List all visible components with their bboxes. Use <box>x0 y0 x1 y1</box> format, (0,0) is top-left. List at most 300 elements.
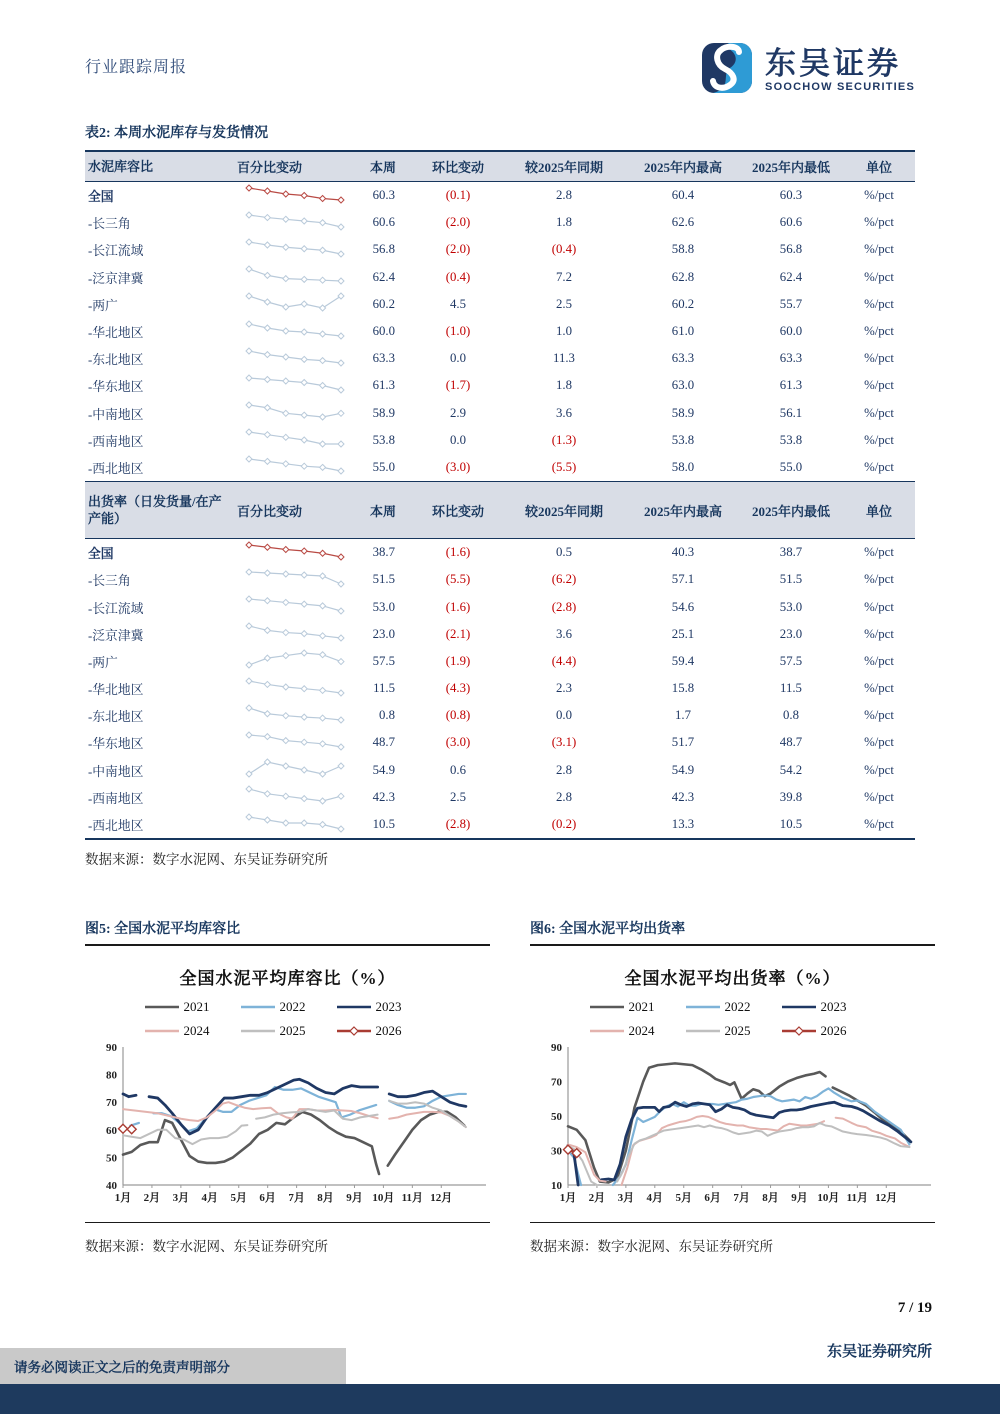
table-cell-wow: 0.0 <box>450 432 466 447</box>
trend-sparkline <box>245 374 345 394</box>
table-row <box>85 264 915 291</box>
table-cell-week: 60.6 <box>372 215 395 230</box>
region-label: -华北地区 <box>88 326 144 341</box>
table-row <box>85 784 915 811</box>
region-label: 全国 <box>88 190 114 205</box>
table-cell-wow: (1.0) <box>445 324 471 339</box>
sparkline-cell <box>233 428 351 452</box>
table-cell-min: 0.8 <box>783 708 799 723</box>
table-cell-min: 60.3 <box>779 188 803 203</box>
table-cell-min: 56.1 <box>779 405 803 420</box>
column-header: 水泥库容比 <box>88 158 154 174</box>
table-cell-max: 62.6 <box>671 215 695 230</box>
table-cell-week: 55.0 <box>372 459 395 474</box>
svg-text:9月: 9月 <box>346 1192 363 1205</box>
legend-swatch <box>336 1002 372 1012</box>
legend-item-2024 <box>144 1023 240 1039</box>
svg-text:70: 70 <box>551 1076 562 1089</box>
table-row <box>85 566 915 593</box>
table-cell-wow: 2.5 <box>450 789 466 804</box>
column-header: 百分比变动 <box>237 160 303 175</box>
table-cell-unit: %/pct <box>864 653 894 668</box>
table-cell-vs: (1.3) <box>551 432 577 447</box>
table-cell-wow: (1.7) <box>445 378 471 393</box>
table-cell-vs: (0.2) <box>551 817 577 832</box>
table-row <box>85 345 915 372</box>
legend-item-2026 <box>336 1023 432 1039</box>
svg-text:70: 70 <box>106 1097 117 1110</box>
figure-5-label: 图5: 全国水泥平均库容比 <box>85 918 490 946</box>
svg-text:6月: 6月 <box>704 1192 721 1205</box>
legend-label: 2024 <box>183 1023 210 1039</box>
table-cell-unit: %/pct <box>864 242 894 257</box>
figure-6-label: 图6: 全国水泥平均出货率 <box>530 918 935 946</box>
legend-swatch <box>589 1026 625 1036</box>
region-label: -长三角 <box>88 574 131 589</box>
legend-swatch <box>240 1002 276 1012</box>
table-cell-unit: %/pct <box>864 817 894 832</box>
table-row <box>85 648 915 675</box>
table-cell-vs: 2.8 <box>556 789 572 804</box>
table-row <box>85 318 915 345</box>
chart-title: 全国水泥平均出货率（%） <box>624 969 841 989</box>
table-cell-unit: %/pct <box>864 572 894 587</box>
table-cell-min: 48.7 <box>779 735 803 750</box>
table-cell-min: 51.5 <box>779 572 803 587</box>
table-cell-wow: 2.9 <box>450 405 466 420</box>
column-header: 2025年内最高 <box>643 160 722 175</box>
table-row <box>85 400 915 427</box>
brand-text <box>765 48 915 93</box>
legend-swatch <box>781 1026 817 1036</box>
table-cell-wow: (0.1) <box>445 188 471 203</box>
svg-text:12月: 12月 <box>430 1192 453 1205</box>
table-cell-max: 42.3 <box>671 789 695 804</box>
table-cell-week: 61.3 <box>372 378 395 393</box>
trend-sparkline <box>245 455 345 475</box>
table-cell-max: 58.8 <box>671 242 695 257</box>
table-cell-max: 60.2 <box>671 296 695 311</box>
trend-sparkline <box>245 541 345 561</box>
svg-text:1月: 1月 <box>559 1192 577 1205</box>
table-cell-wow: (2.8) <box>445 817 471 832</box>
table-cell-vs: 2.8 <box>556 762 572 777</box>
figure-6-source: 数据来源：数字水泥网、东吴证券研究所 <box>530 1239 773 1255</box>
figure-6-chart-card <box>530 946 935 1223</box>
column-header: 环比变动 <box>431 160 484 175</box>
sparkline-cell <box>233 649 351 673</box>
table-row <box>85 539 915 566</box>
table-cell-unit: %/pct <box>864 215 894 230</box>
svg-text:30: 30 <box>551 1145 562 1158</box>
svg-text:90: 90 <box>106 1042 117 1055</box>
table-cell-week: 23.0 <box>372 626 395 641</box>
table-cell-week: 42.3 <box>372 789 395 804</box>
table-cell-max: 63.0 <box>671 378 695 393</box>
table-cell-unit: %/pct <box>864 351 894 366</box>
legend-item-2023 <box>781 999 877 1015</box>
legend-item-2021 <box>589 999 685 1015</box>
svg-text:11月: 11月 <box>401 1192 424 1205</box>
legend-swatch <box>685 1002 721 1012</box>
table-cell-vs: 11.3 <box>553 351 575 366</box>
table-cell-wow: (1.6) <box>445 545 471 560</box>
storage-ratio-chart <box>85 1039 490 1211</box>
table-cell-wow: (3.0) <box>445 735 471 750</box>
column-header: 2025年内最高 <box>643 503 722 519</box>
institute-name: 东吴证券研究所 <box>826 1344 932 1360</box>
region-label: -东北地区 <box>88 710 144 725</box>
table-cell-vs: 1.8 <box>556 215 572 230</box>
table-cell-week: 63.3 <box>372 351 395 366</box>
legend-label: 2026 <box>820 1023 847 1039</box>
table-cell-vs: (2.8) <box>551 599 577 614</box>
shipment-rate-chart <box>530 1039 935 1211</box>
table-cell-wow: 0.6 <box>450 762 466 777</box>
table-cell-wow: (1.9) <box>445 653 471 668</box>
svg-text:6月: 6月 <box>259 1192 276 1205</box>
table-cell-max: 61.0 <box>671 324 695 339</box>
svg-text:90: 90 <box>551 1042 562 1055</box>
table-cell-vs: (4.4) <box>551 653 577 668</box>
table-cell-week: 56.8 <box>372 242 395 257</box>
page-number: 7 / 19 <box>897 1300 932 1316</box>
disclaimer-note: 请务必阅读正文之后的免责声明部分 <box>0 1348 346 1388</box>
table-cell-min: 55.7 <box>779 296 803 311</box>
sparkline-cell <box>233 677 351 701</box>
trend-sparkline <box>245 238 345 258</box>
trend-sparkline <box>245 785 345 805</box>
table-cell-unit: %/pct <box>864 324 894 339</box>
sparkline-cell <box>233 374 351 398</box>
trend-sparkline <box>245 184 345 204</box>
table-row <box>85 675 915 702</box>
table-section-header <box>85 152 915 182</box>
legend-label: 2023 <box>375 999 402 1015</box>
trend-sparkline <box>245 568 345 588</box>
legend-label: 2021 <box>628 999 655 1015</box>
table-cell-min: 63.3 <box>779 351 803 366</box>
svg-text:10: 10 <box>551 1180 562 1193</box>
trend-sparkline <box>245 622 345 642</box>
figure-divider <box>85 1222 490 1223</box>
table-cell-wow: (5.5) <box>445 572 471 587</box>
table-cell-week: 0.8 <box>379 708 395 723</box>
brand-name-cn: 东吴证券 <box>765 46 902 82</box>
legend-item-2025 <box>685 1023 781 1039</box>
trend-sparkline <box>245 704 345 724</box>
trend-sparkline <box>245 813 345 833</box>
table-cell-min: 53.0 <box>779 599 803 614</box>
chart-title: 全国水泥平均库容比（%） <box>179 969 396 989</box>
svg-text:1月: 1月 <box>114 1192 132 1205</box>
legend-swatch <box>589 1002 625 1012</box>
table-row <box>85 236 915 263</box>
table-row <box>85 811 915 838</box>
figure-divider <box>530 1222 935 1223</box>
legend-label: 2021 <box>183 999 210 1015</box>
table-cell-min: 60.6 <box>779 215 803 230</box>
legend-swatch <box>781 1002 817 1012</box>
table-cell-unit: %/pct <box>864 762 894 777</box>
table-row <box>85 757 915 784</box>
brand-logo-icon <box>699 40 755 101</box>
svg-text:8月: 8月 <box>762 1192 779 1205</box>
trend-sparkline <box>245 347 345 367</box>
table-cell-vs: 1.0 <box>556 324 572 339</box>
brand-name-en: SOOCHOW SECURITIES <box>765 80 915 93</box>
table-cell-max: 25.1 <box>671 626 695 641</box>
table-cell-wow: (2.0) <box>445 242 471 257</box>
table-cell-unit: %/pct <box>864 708 894 723</box>
table-cell-unit: %/pct <box>864 296 894 311</box>
table-cell-max: 54.6 <box>671 599 695 614</box>
table-cell-week: 48.7 <box>372 735 395 750</box>
sparkline-cell <box>233 758 351 782</box>
svg-text:8月: 8月 <box>317 1192 334 1205</box>
svg-text:60: 60 <box>106 1124 117 1137</box>
page-header <box>85 0 915 100</box>
table-cell-week: 60.2 <box>372 296 395 311</box>
sparkline-cell <box>233 401 351 425</box>
column-header: 2025年内最低 <box>751 503 830 519</box>
table-source: 数据来源：数字水泥网、东吴证券研究所 <box>85 852 328 868</box>
table-cell-wow: (2.0) <box>445 215 471 230</box>
table-cell-max: 54.9 <box>671 762 695 777</box>
table-cell-unit: %/pct <box>864 626 894 641</box>
legend-item-2022 <box>685 999 781 1015</box>
table-cell-unit: %/pct <box>864 378 894 393</box>
table-cell-week: 51.5 <box>372 572 395 587</box>
figure-5 <box>85 918 490 1255</box>
table-cell-wow: (4.3) <box>445 681 471 696</box>
footer-bar <box>0 1384 1000 1414</box>
legend-label: 2025 <box>279 1023 306 1039</box>
region-label: -泛京津冀 <box>88 628 144 643</box>
sparkline-cell <box>233 704 351 728</box>
table-cell-max: 57.1 <box>671 572 695 587</box>
table-cell-unit: %/pct <box>864 269 894 284</box>
legend-item-2026 <box>781 1023 877 1039</box>
trend-sparkline <box>245 649 345 669</box>
table-row <box>85 621 915 648</box>
trend-sparkline <box>245 595 345 615</box>
chart-legend <box>578 999 888 1039</box>
table-cell-max: 15.8 <box>671 681 695 696</box>
svg-text:5月: 5月 <box>230 1192 247 1205</box>
table-row <box>85 729 915 756</box>
table-row <box>85 182 915 209</box>
table-cell-max: 51.7 <box>671 735 695 750</box>
table-cell-unit: %/pct <box>864 405 894 420</box>
table-cell-week: 57.5 <box>372 653 395 668</box>
legend-item-2023 <box>336 999 432 1015</box>
table-cell-min: 23.0 <box>779 626 803 641</box>
table-cell-unit: %/pct <box>864 599 894 614</box>
cement-inventory-table <box>85 150 915 840</box>
table-cell-unit: %/pct <box>864 188 894 203</box>
column-header: 百分比变动 <box>237 503 303 519</box>
sparkline-cell <box>233 455 351 479</box>
table-cell-unit: %/pct <box>864 735 894 750</box>
table-cell-week: 38.7 <box>372 545 395 560</box>
sparkline-cell <box>233 568 351 592</box>
table-section-header <box>85 481 915 539</box>
table-cell-min: 54.2 <box>779 762 803 777</box>
svg-text:5月: 5月 <box>675 1192 692 1205</box>
column-header: 2025年内最低 <box>751 160 830 175</box>
table-cell-min: 61.3 <box>779 378 803 393</box>
svg-text:2月: 2月 <box>143 1192 161 1205</box>
legend-label: 2022 <box>279 999 306 1015</box>
table-row <box>85 209 915 236</box>
region-label: -华北地区 <box>88 683 144 698</box>
table-cell-min: 57.5 <box>779 653 803 668</box>
sparkline-cell <box>233 211 351 235</box>
table-cell-min: 10.5 <box>779 817 803 832</box>
column-header: 环比变动 <box>431 503 484 519</box>
legend-label: 2024 <box>628 1023 655 1039</box>
sparkline-cell <box>233 785 351 809</box>
figure-5-chart-card <box>85 946 490 1223</box>
legend-item-2024 <box>589 1023 685 1039</box>
table-cell-wow: (0.8) <box>445 708 471 723</box>
table-cell-vs: 7.2 <box>556 269 572 284</box>
brand-logo <box>699 40 915 101</box>
svg-text:10月: 10月 <box>817 1192 840 1205</box>
table-cell-week: 60.0 <box>372 324 395 339</box>
legend-swatch <box>336 1026 372 1036</box>
table-cell-vs: (3.1) <box>551 735 577 750</box>
region-label: -西南地区 <box>88 434 144 449</box>
table-cell-min: 38.7 <box>779 545 803 560</box>
table-cell-wow: (1.6) <box>445 599 471 614</box>
figure-5-source: 数据来源：数字水泥网、东吴证券研究所 <box>85 1239 328 1255</box>
table-cell-vs: (6.2) <box>551 572 577 587</box>
table-cell-vs: 3.6 <box>556 626 572 641</box>
column-header: 较2025年同期 <box>524 160 603 175</box>
trend-sparkline <box>245 265 345 285</box>
table-cell-unit: %/pct <box>864 681 894 696</box>
region-label: -西南地区 <box>88 791 144 806</box>
table-row <box>85 593 915 620</box>
trend-sparkline <box>245 677 345 697</box>
trend-sparkline <box>245 758 345 778</box>
sparkline-cell <box>233 265 351 289</box>
trend-sparkline <box>245 292 345 312</box>
svg-text:40: 40 <box>106 1180 117 1193</box>
table-cell-max: 58.0 <box>671 459 695 474</box>
table-cell-max: 58.9 <box>671 405 695 420</box>
region-label: -西北地区 <box>88 819 144 834</box>
region-label: 全国 <box>88 547 114 562</box>
legend-label: 2022 <box>724 999 751 1015</box>
svg-text:3月: 3月 <box>172 1192 190 1205</box>
table-cell-week: 53.0 <box>372 599 395 614</box>
legend-swatch <box>240 1026 276 1036</box>
svg-text:50: 50 <box>106 1152 117 1165</box>
table-row <box>85 702 915 729</box>
table-cell-wow: 4.5 <box>450 296 466 311</box>
table-cell-unit: %/pct <box>864 789 894 804</box>
svg-text:10月: 10月 <box>372 1192 395 1205</box>
table-cell-max: 53.8 <box>671 432 695 447</box>
svg-text:3月: 3月 <box>617 1192 635 1205</box>
trend-sparkline <box>245 428 345 448</box>
sparkline-cell <box>233 292 351 316</box>
column-header: 出货率（日发货量/在产产能） <box>88 493 222 527</box>
legend-swatch <box>144 1002 180 1012</box>
region-label: -长三角 <box>88 217 131 232</box>
region-label: -两广 <box>88 655 118 670</box>
table-cell-vs: 2.8 <box>556 188 572 203</box>
table-cell-vs: 2.3 <box>556 681 572 696</box>
sparkline-cell <box>233 541 351 565</box>
sparkline-cell <box>233 595 351 619</box>
table-cell-week: 53.8 <box>372 432 395 447</box>
table-cell-vs: (5.5) <box>551 459 577 474</box>
svg-text:2月: 2月 <box>588 1192 606 1205</box>
table-row <box>85 427 915 454</box>
svg-text:80: 80 <box>106 1069 117 1082</box>
svg-text:7月: 7月 <box>288 1192 305 1205</box>
table-cell-wow: (0.4) <box>445 269 471 284</box>
table-cell-vs: (0.4) <box>551 242 577 257</box>
column-header: 较2025年同期 <box>524 503 603 519</box>
svg-text:4月: 4月 <box>646 1192 664 1205</box>
trend-sparkline <box>245 401 345 421</box>
table-cell-wow: (3.0) <box>445 459 471 474</box>
sparkline-cell <box>233 238 351 262</box>
table-cell-week: 10.5 <box>372 817 395 832</box>
table-cell-vs: 1.8 <box>556 378 572 393</box>
sparkline-cell <box>233 731 351 755</box>
report-type: 行业跟踪周报 <box>85 59 188 76</box>
sparkline-cell <box>233 813 351 837</box>
svg-text:12月: 12月 <box>875 1192 898 1205</box>
region-label: -华东地区 <box>88 737 144 752</box>
svg-text:7月: 7月 <box>733 1192 750 1205</box>
region-label: -长江流域 <box>88 601 144 616</box>
trend-sparkline <box>245 320 345 340</box>
region-label: -中南地区 <box>88 764 144 779</box>
legend-item-2022 <box>240 999 336 1015</box>
region-label: -泛京津冀 <box>88 271 144 286</box>
table-row <box>85 372 915 399</box>
table-cell-week: 11.5 <box>373 681 395 696</box>
region-label: -两广 <box>88 298 118 313</box>
table-cell-max: 59.4 <box>671 653 695 668</box>
table-cell-wow: (2.1) <box>445 626 471 641</box>
table-cell-max: 62.8 <box>671 269 695 284</box>
legend-swatch <box>144 1026 180 1036</box>
region-label: -中南地区 <box>88 407 144 422</box>
region-label: -华东地区 <box>88 380 144 395</box>
table-cell-min: 39.8 <box>779 789 803 804</box>
sparkline-cell <box>233 347 351 371</box>
table-cell-week: 60.3 <box>372 188 395 203</box>
table-cell-min: 11.5 <box>780 681 802 696</box>
table-cell-min: 53.8 <box>779 432 803 447</box>
sparkline-cell <box>233 184 351 208</box>
legend-swatch <box>685 1026 721 1036</box>
table-cell-min: 55.0 <box>779 459 803 474</box>
chart-legend <box>133 999 443 1039</box>
sparkline-cell <box>233 320 351 344</box>
column-header: 单位 <box>865 160 892 175</box>
table-cell-min: 60.0 <box>779 324 803 339</box>
region-label: -西北地区 <box>88 461 144 476</box>
